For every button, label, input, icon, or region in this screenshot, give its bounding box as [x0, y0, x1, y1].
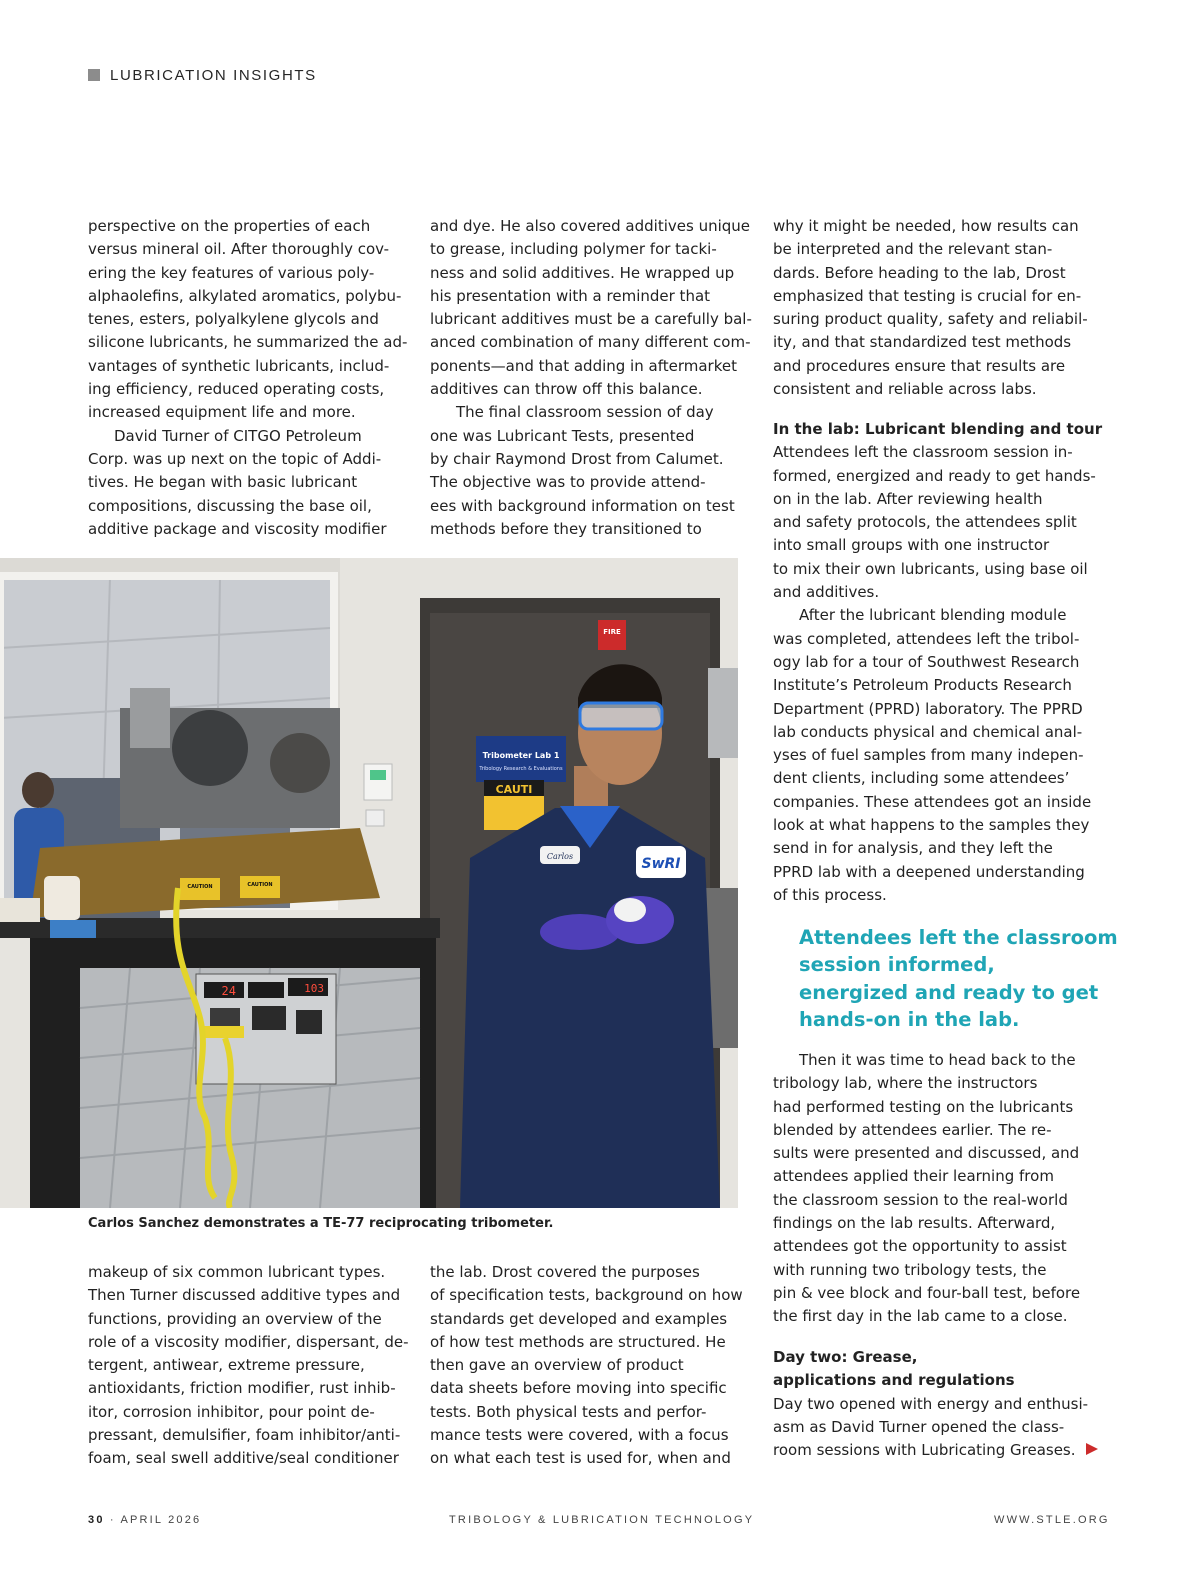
text-line: Day two opened with energy and enthusi- [773, 1394, 1089, 1413]
text-line: compositions, discussing the base oil, [88, 496, 372, 515]
text-line: mance tests were covered, with a focus [430, 1426, 729, 1445]
text-line: look at what happens to the samples they [773, 816, 1090, 835]
pull-quote-line: energized and ready to get [799, 980, 1099, 1004]
text-line: attendees got the opportunity to assist [773, 1237, 1067, 1256]
text-line: pressant, demulsifier, foam inhibitor/anti- [88, 1426, 401, 1445]
text-line: ity, and that standardized test methods [773, 333, 1072, 352]
text-line: methods before they transitioned to [430, 519, 702, 538]
lab-sign-title: Tribometer Lab 1 [482, 751, 560, 760]
text-line: tenes, esters, polyalkylene glycols and [88, 310, 379, 329]
text-line: vantages of synthetic lubricants, includ- [88, 356, 390, 375]
text-line: formed, energized and ready to get hands- [773, 466, 1096, 485]
text-line: blended by attendees earlier. The re- [773, 1120, 1052, 1139]
text-line: antioxidants, friction modifier, rust inhib- [88, 1379, 396, 1398]
column-3-lab-section [773, 418, 1103, 907]
text-line: the lab. Drost covered the purposes [430, 1263, 700, 1281]
caution-sign-text: CAUTI [495, 783, 533, 796]
text-line: lubricant additives must be a carefully bal- [430, 310, 752, 329]
column-1-top [88, 215, 408, 541]
text-line: be interpreted and the relevant stan- [773, 240, 1053, 259]
text-line: The objective was to provide attend- [430, 473, 706, 492]
text-line: additives can throw off this balance. [430, 380, 703, 399]
tribometer-lab-illustration [0, 558, 738, 1208]
text-line: on what each test is used for, when and [430, 1449, 731, 1468]
text-line: anced combination of many different com- [430, 333, 751, 352]
text-line: tribology lab, where the instructors [773, 1074, 1038, 1093]
text-line: ogy lab for a tour of Southwest Research [773, 652, 1080, 671]
text-line: ing efficiency, reduced operating costs, [88, 380, 385, 399]
text-line: asm as David Turner opened the class- [773, 1417, 1065, 1436]
text-line: was completed, attendees left the tribol- [773, 629, 1080, 648]
text-line: of how test methods are structured. He [430, 1332, 726, 1351]
text-line: After the lubricant blending module [799, 606, 1067, 625]
text-line: yses of fuel samples from many indepen- [773, 746, 1084, 765]
pull-quote-line: session informed, [799, 953, 995, 977]
photo-caption: Carlos Sanchez demonstrates a TE-77 reciprocating tribometer. [88, 1216, 554, 1231]
column-3-results [773, 1049, 1093, 1329]
column-1-bottom [88, 1261, 408, 1471]
text-line: his presentation with a reminder that [430, 286, 711, 305]
text-line: foam, seal swell additive/seal conditioner [88, 1449, 399, 1468]
text-line: versus mineral oil. After thoroughly cov- [88, 240, 390, 259]
text-line: itor, corrosion inhibitor, pour point de- [88, 1402, 375, 1421]
text-line: with running two tribology tests, the [773, 1260, 1047, 1279]
website-link[interactable]: WWW.STLE.ORG [994, 1514, 1110, 1526]
text-line: then gave an overview of product [430, 1356, 684, 1375]
text-line: and additives. [773, 583, 880, 602]
text-line: tives. He began with basic lubricant [88, 473, 358, 492]
text-line: role of a viscosity modifier, dispersant, de- [88, 1332, 409, 1351]
text-line: standards get developed and examples [430, 1309, 728, 1328]
article-photo [0, 558, 738, 1208]
text-line: David Turner of CITGO Petroleum [114, 426, 362, 445]
text-line: Institute’s Petroleum Products Research [773, 676, 1072, 695]
text-line: ering the key features of various poly- [88, 263, 375, 282]
text-line: attendees applied their learning from [773, 1167, 1054, 1186]
column-3-intro [773, 215, 1093, 401]
text-line: Corp. was up next on the topic of Addi- [88, 449, 382, 468]
text-line: additive package and viscosity modifier [88, 519, 387, 538]
text-line: emphasized that testing is crucial for en- [773, 286, 1082, 305]
text-line: why it might be needed, how results can [773, 217, 1079, 235]
text-line: one was Lubricant Tests, presented [430, 426, 695, 445]
text-line: Then Turner discussed additive types and [88, 1286, 401, 1305]
text-line: to mix their own lubricants, using base oil [773, 559, 1088, 578]
text-line: on in the lab. After reviewing health [773, 489, 1043, 508]
text-line: data sheets before moving into specific [430, 1379, 727, 1398]
text-line: pin & vee block and four-ball test, before [773, 1283, 1081, 1302]
text-line: had performed testing on the lubricants [773, 1097, 1074, 1116]
text-line: Then it was time to head back to the [799, 1051, 1076, 1069]
text-line: PPRD lab with a deepened understanding [773, 862, 1085, 881]
text-line: alphaolefins, alkylated aromatics, polybu- [88, 286, 402, 305]
text-line: silicone lubricants, he summarized the ad- [88, 333, 408, 352]
column-3-day-two [773, 1346, 1093, 1462]
footer-page-info [88, 1514, 201, 1526]
column-2-top [430, 215, 750, 541]
text-line: ees with background information on test [430, 496, 735, 515]
section-header [88, 66, 317, 84]
text-line: to grease, including polymer for tacki- [430, 240, 717, 259]
section-title: LUBRICATION INSIGHTS [110, 66, 317, 84]
fire-sign-text: FIRE [603, 628, 621, 636]
swri-logo-text: SwRI [641, 856, 681, 872]
text-line: findings on the lab results. Afterward, [773, 1214, 1056, 1233]
text-line: Department (PPRD) laboratory. The PPRD [773, 699, 1083, 718]
text-line: and safety protocols, the attendees split [773, 513, 1077, 532]
text-line: the first day in the lab came to a close. [773, 1307, 1068, 1326]
lab-sign-subtitle: Tribology Research & Evaluations [479, 766, 563, 772]
name-tag-text: Carlos [546, 852, 574, 861]
text-line: by chair Raymond Drost from Calumet. [430, 449, 724, 468]
page-number: 30 [88, 1514, 105, 1526]
text-line: send in for analysis, and they left the [773, 839, 1053, 858]
text-line: into small groups with one instructor [773, 536, 1050, 555]
text-line: of specification tests, background on how [430, 1286, 743, 1305]
text-line: the classroom session to the real-world [773, 1190, 1068, 1209]
machine-caution-label: CAUTION [187, 884, 213, 890]
text-line: functions, providing an overview of the [88, 1309, 382, 1328]
subheading-day-two: Day two: Grease, [773, 1348, 918, 1366]
pull-quote [799, 924, 1118, 1033]
text-line: The final classroom session of day [456, 403, 714, 422]
text-line: makeup of six common lubricant types. [88, 1263, 386, 1281]
column-2-bottom [430, 1261, 750, 1471]
subheading-day-two: applications and regulations [773, 1371, 1015, 1390]
machine-caution-label: CAUTION [247, 882, 273, 888]
text-line: and procedures ensure that results are [773, 356, 1066, 375]
footer-separator: · [109, 1514, 116, 1526]
continue-arrow-icon [1086, 1443, 1098, 1455]
text-line: room sessions with Lubricating Greases. [773, 1441, 1076, 1460]
pull-quote-line: Attendees left the classroom [799, 926, 1118, 949]
text-line: consistent and reliable across labs. [773, 380, 1037, 399]
subheading-lab: In the lab: Lubricant blending and tour [773, 420, 1103, 438]
text-line: sults were presented and discussed, and [773, 1144, 1080, 1163]
text-line: tergent, antiwear, extreme pressure, [88, 1356, 365, 1375]
text-line: ness and solid additives. He wrapped up [430, 263, 735, 282]
text-line: perspective on the properties of each [88, 217, 371, 235]
text-line: tests. Both physical tests and perfor- [430, 1402, 707, 1421]
text-line: suring product quality, safety and reliabil- [773, 310, 1088, 329]
display-reading-1: 24 [221, 984, 236, 998]
text-line: lab conducts physical and chemical anal- [773, 722, 1083, 741]
text-line: companies. These attendees got an inside [773, 792, 1092, 811]
text-line: dards. Before heading to the lab, Drost [773, 263, 1066, 282]
text-line: increased equipment life and more. [88, 403, 356, 422]
issue-date: APRIL 2026 [120, 1514, 202, 1526]
journal-title: TRIBOLOGY & LUBRICATION TECHNOLOGY [449, 1514, 755, 1526]
text-line: ponents—and that adding in aftermarket [430, 356, 737, 375]
section-marker-icon [88, 69, 100, 81]
text-line: dent clients, including some attendees’ [773, 769, 1070, 788]
text-line: Attendees left the classroom session in- [773, 443, 1073, 462]
display-reading-2: 103 [304, 982, 324, 995]
text-line: and dye. He also covered additives unique [430, 217, 751, 235]
pull-quote-line: hands-on in the lab. [799, 1007, 1020, 1031]
text-line: of this process. [773, 885, 887, 904]
